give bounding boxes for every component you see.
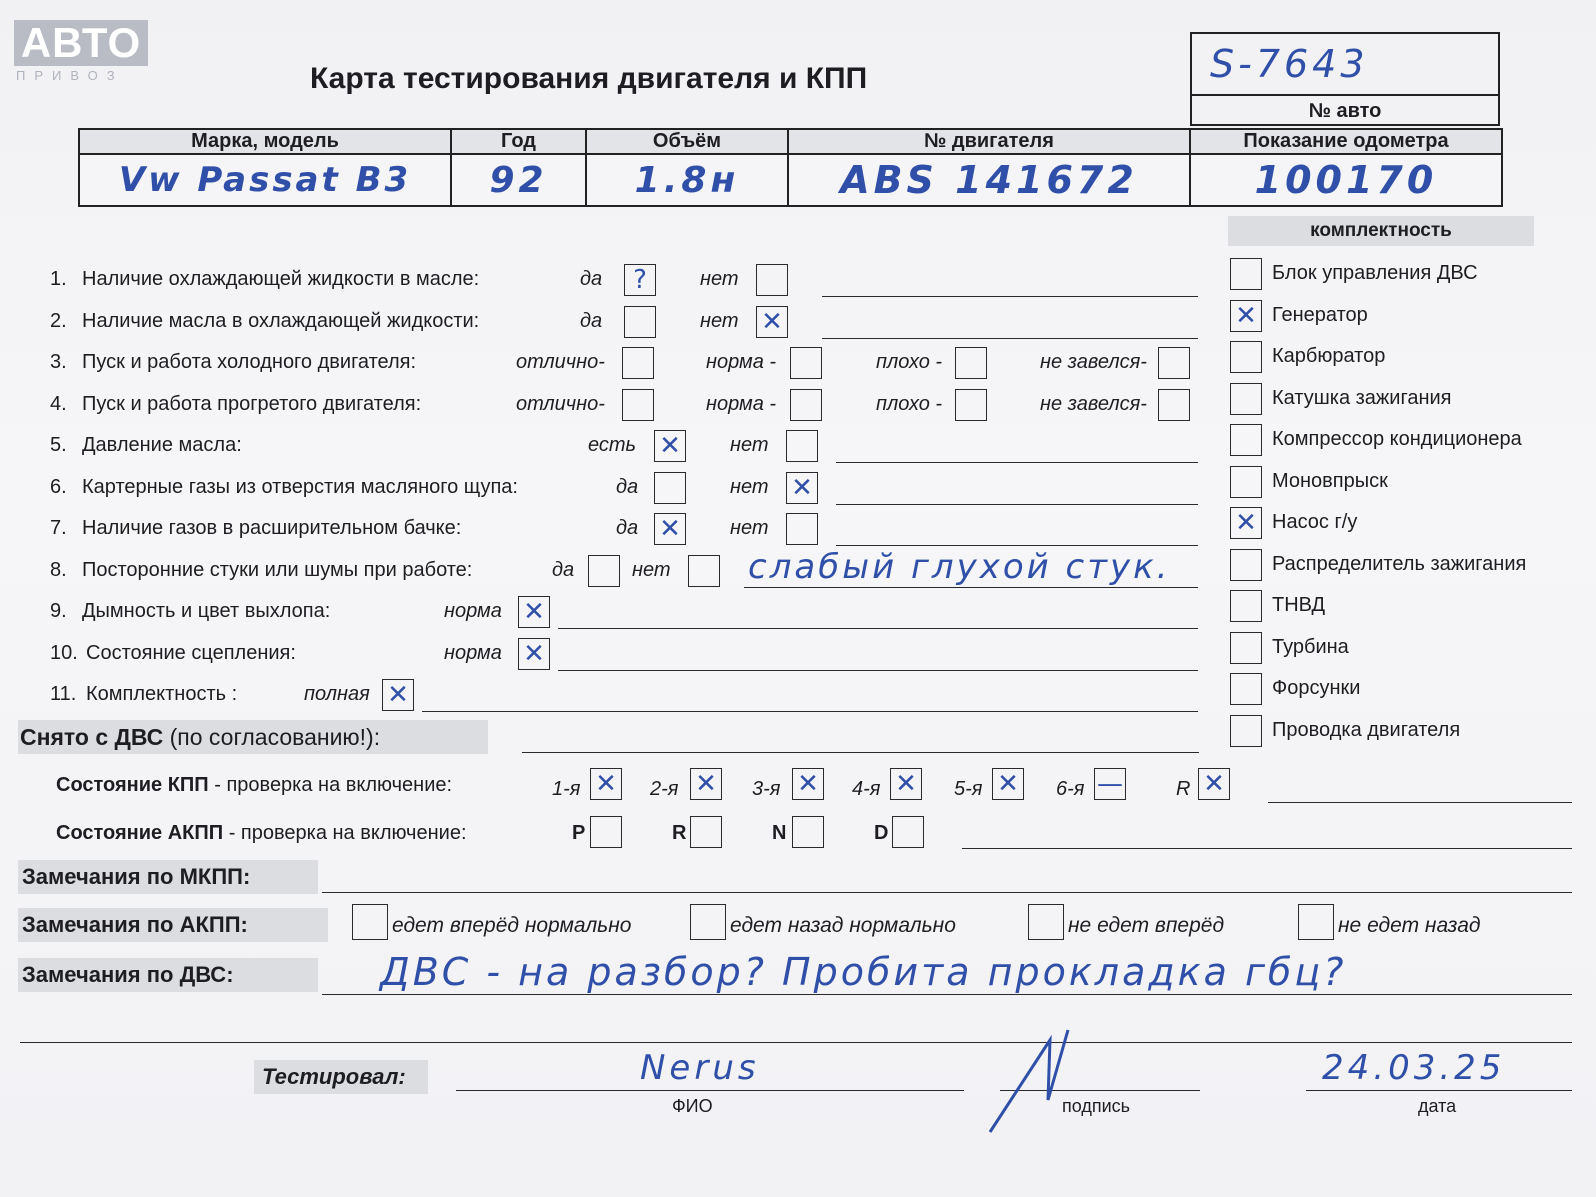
- engine-number-text: ABS 141672: [840, 158, 1138, 202]
- mkpp-line: [322, 892, 1572, 893]
- akpp-gear-checkbox-1[interactable]: [690, 816, 722, 848]
- row-3-option-2: плохо -: [876, 351, 943, 373]
- komplekt-label-7: Распределитель зажигания: [1272, 553, 1527, 575]
- komplekt-label-10: Форсунки: [1272, 677, 1361, 699]
- date-value: 24.03.25: [1322, 1048, 1506, 1088]
- row-2-option-0: да: [580, 310, 603, 332]
- akpp-gear-checkbox-0[interactable]: [590, 816, 622, 848]
- volume-text: 1.8н: [634, 159, 740, 201]
- komplekt-checkbox-6[interactable]: [1230, 507, 1262, 539]
- row-1-checkbox-0[interactable]: [624, 264, 656, 296]
- kpp-gear-checkbox-0[interactable]: [590, 768, 622, 800]
- removed-label-suffix: (по согласованию!):: [169, 724, 381, 750]
- col-header-model: Марка, модель: [79, 129, 451, 154]
- signature-scribble: [980, 1020, 1100, 1140]
- col-header-odometer: Показание одометра: [1190, 129, 1502, 154]
- kpp-gear-checkbox-6[interactable]: [1198, 768, 1230, 800]
- row-9-checkbox-0[interactable]: [518, 596, 550, 628]
- row-6-option-0: да: [616, 476, 639, 498]
- komplekt-label-0: Блок управления ДВС: [1272, 262, 1478, 284]
- row-7-checkbox-1[interactable]: [786, 513, 818, 545]
- kpp-label: [56, 774, 452, 797]
- row-8-number: 8.: [50, 559, 67, 581]
- komplekt-checkbox-0[interactable]: [1230, 258, 1262, 290]
- auto-number-box: [1190, 32, 1500, 126]
- row-7-line: [836, 545, 1198, 546]
- kpp-gear-label-3: 4-я: [852, 778, 881, 800]
- row-10-checkbox-0[interactable]: [518, 638, 550, 670]
- kpp-gear-label-1: 2-я: [650, 778, 679, 800]
- akpp-remark-option-3: не едет назад: [1338, 914, 1481, 937]
- row-4-option-1: норма -: [706, 393, 777, 415]
- row-6-option-1: нет: [730, 476, 769, 498]
- tester-name: Nerus: [640, 1048, 760, 1088]
- row-6-checkbox-1[interactable]: [786, 472, 818, 504]
- engine-number-value: [788, 154, 1190, 206]
- row-3-number: 3.: [50, 351, 67, 373]
- akpp-label-suffix: - проверка на включение:: [223, 822, 467, 844]
- year-value: [451, 154, 586, 206]
- row-5-checkbox-1[interactable]: [786, 430, 818, 462]
- row-8-option-0: да: [552, 559, 575, 581]
- page-title: Карта тестирования двигателя и КПП: [310, 62, 868, 95]
- row-3-checkbox-3[interactable]: [1158, 347, 1190, 379]
- row-9-checkbox-0-mark: ✕: [523, 597, 545, 627]
- row-8-checkbox-0[interactable]: [588, 555, 620, 587]
- row-2-checkbox-1-mark: ✕: [761, 307, 783, 337]
- row-8-option-1: нет: [632, 559, 671, 581]
- row-6-label: Картерные газы из отверстия масляного щупа:: [82, 476, 518, 498]
- komplekt-label-2: Карбюратор: [1272, 345, 1386, 367]
- komplekt-checkbox-8[interactable]: [1230, 590, 1262, 622]
- row-3-option-3: не завелся-: [1040, 351, 1147, 373]
- row-11-label: Комплектность :: [86, 683, 238, 705]
- row-1-checkbox-1[interactable]: [756, 264, 788, 296]
- row-6-checkbox-1-mark: ✕: [791, 473, 813, 503]
- komplekt-label-6: Насос г/у: [1272, 511, 1358, 533]
- row-3-label: Пуск и работа холодного двигателя:: [82, 351, 417, 373]
- row-10-number: 10.: [50, 642, 78, 664]
- removed-label: [20, 724, 380, 751]
- date-line: [1306, 1090, 1572, 1091]
- logo: [14, 20, 148, 66]
- table-row: [79, 154, 1502, 206]
- row-4-checkbox-1[interactable]: [790, 389, 822, 421]
- kpp-gear-checkbox-2[interactable]: [792, 768, 824, 800]
- row-10-checkbox-0-mark: ✕: [523, 639, 545, 669]
- kpp-gear-checkbox-3-mark: ✕: [895, 769, 917, 799]
- komplekt-label-8: ТНВД: [1272, 594, 1326, 616]
- auto-number-label: № авто: [1308, 100, 1382, 122]
- tested-label: Тестировал:: [262, 1064, 406, 1089]
- akpp-remark-option-0: едет вперёд нормально: [392, 914, 632, 937]
- akpp-remarks-label: Замечания по АКПП:: [22, 912, 248, 937]
- akpp-gear-label-1: R: [672, 822, 687, 844]
- row-10-line: [558, 670, 1198, 671]
- row-9-option-0: норма: [444, 600, 502, 622]
- row-4-label: Пуск и работа прогретого двигателя:: [82, 393, 422, 415]
- akpp-line: [962, 848, 1572, 849]
- komplekt-checkbox-7[interactable]: [1230, 549, 1262, 581]
- fio-label: ФИО: [672, 1096, 713, 1116]
- row-5-line: [836, 462, 1198, 463]
- row-9-line: [558, 628, 1198, 629]
- row-2-checkbox-0[interactable]: [624, 306, 656, 338]
- date-label: дата: [1418, 1096, 1457, 1116]
- row-3-checkbox-0[interactable]: [622, 347, 654, 379]
- komplekt-label-3: Катушка зажигания: [1272, 387, 1452, 409]
- kpp-gear-checkbox-5-mark: —: [1097, 769, 1123, 799]
- row-4-option-3: не завелся-: [1040, 393, 1147, 415]
- komplekt-checkbox-5[interactable]: [1230, 466, 1262, 498]
- komplekt-label-9: Турбина: [1272, 636, 1349, 658]
- row-4-checkbox-3[interactable]: [1158, 389, 1190, 421]
- row-1-option-1: нет: [700, 268, 739, 290]
- row-8-note: слабый глухой стук.: [748, 547, 1171, 587]
- row-2-line: [822, 338, 1198, 339]
- akpp-label-bold: Состояние АКПП: [56, 822, 224, 844]
- dvs-remarks-note: ДВС - на разбор? Пробита прокладка гбц?: [380, 950, 1347, 994]
- auto-number-value: S-7643: [1210, 42, 1369, 86]
- row-1-label: Наличие охлаждающей жидкости в масле:: [82, 268, 480, 290]
- row-10-label: Состояние сцепления:: [86, 642, 296, 664]
- removed-line: [522, 752, 1199, 753]
- row-5-checkbox-0[interactable]: [654, 430, 686, 462]
- kpp-gear-label-6: R: [1176, 778, 1191, 800]
- row-7-option-0: да: [616, 517, 639, 539]
- kpp-gear-checkbox-1[interactable]: [690, 768, 722, 800]
- fio-line: [456, 1090, 964, 1091]
- row-1-option-0: да: [580, 268, 603, 290]
- akpp-gear-label-3: D: [874, 822, 889, 844]
- mkpp-label: Замечания по МКПП:: [22, 864, 251, 889]
- akpp-gear-checkbox-3[interactable]: [892, 816, 924, 848]
- kpp-gear-checkbox-4-mark: ✕: [997, 769, 1019, 799]
- row-2-checkbox-1[interactable]: [756, 306, 788, 338]
- table-header-row: [79, 129, 1502, 154]
- row-11-checkbox-0[interactable]: [382, 679, 414, 711]
- row-4-option-0: отлично-: [516, 393, 605, 415]
- kpp-gear-checkbox-2-mark: ✕: [797, 769, 819, 799]
- logo-text: АВТО: [20, 19, 142, 66]
- komplekt-checkbox-10[interactable]: [1230, 673, 1262, 705]
- komplekt-checkbox-3[interactable]: [1230, 383, 1262, 415]
- kpp-gear-label-0: 1-я: [552, 778, 581, 800]
- dvs-line-2: [20, 1042, 1572, 1043]
- row-8-line: [744, 587, 1198, 588]
- row-7-checkbox-0[interactable]: [654, 513, 686, 545]
- row-11-checkbox-0-mark: ✕: [387, 680, 409, 710]
- row-1-line: [822, 296, 1198, 297]
- akpp-remark-checkbox-3[interactable]: [1298, 904, 1334, 940]
- komplekt-label-1: Генератор: [1272, 304, 1368, 326]
- row-3-checkbox-2[interactable]: [955, 347, 987, 379]
- row-11-option-0: полная: [304, 683, 370, 705]
- dvs-remarks-label: Замечания по ДВС:: [22, 962, 234, 987]
- row-2-label: Наличие масла в охлаждающей жидкости:: [82, 310, 480, 332]
- kpp-gear-checkbox-5[interactable]: [1094, 768, 1126, 800]
- komplekt-checkbox-2[interactable]: [1230, 341, 1262, 373]
- komplekt-checkbox-6-mark: ✕: [1235, 508, 1257, 538]
- col-header-engine-number: № двигателя: [788, 129, 1190, 154]
- row-4-option-2: плохо -: [876, 393, 943, 415]
- komplekt-label-5: Моновпрыск: [1272, 470, 1388, 492]
- akpp-gear-checkbox-2[interactable]: [792, 816, 824, 848]
- row-9-label: Дымность и цвет выхлопа:: [82, 600, 331, 622]
- komplekt-checkbox-4[interactable]: [1230, 424, 1262, 456]
- row-4-checkbox-2[interactable]: [955, 389, 987, 421]
- kpp-gear-checkbox-4[interactable]: [992, 768, 1024, 800]
- komplekt-label-4: Компрессор кондиционера: [1272, 428, 1522, 450]
- col-header-volume: Объём: [586, 129, 788, 154]
- kpp-gear-label-5: 6-я: [1056, 778, 1085, 800]
- komplekt-checkbox-1-mark: ✕: [1235, 301, 1257, 331]
- akpp-remark-option-1: едет назад нормально: [730, 914, 956, 937]
- akpp-gear-label-2: N: [772, 822, 787, 844]
- komplekt-checkbox-1[interactable]: [1230, 300, 1262, 332]
- row-5-number: 5.: [50, 434, 67, 456]
- row-5-label: Давление масла:: [82, 434, 242, 456]
- akpp-gear-label-0: P: [572, 822, 586, 844]
- odometer-text: 100170: [1254, 158, 1438, 202]
- komplekt-checkbox-9[interactable]: [1230, 632, 1262, 664]
- dvs-line-1: [322, 994, 1572, 995]
- row-6-number: 6.: [50, 476, 67, 498]
- row-11-line: [422, 711, 1198, 712]
- row-3-checkbox-1[interactable]: [790, 347, 822, 379]
- row-10-option-0: норма: [444, 642, 502, 664]
- kpp-gear-checkbox-1-mark: ✕: [695, 769, 717, 799]
- row-7-checkbox-0-mark: ✕: [659, 514, 681, 544]
- row-7-number: 7.: [50, 517, 67, 539]
- akpp-remark-checkbox-1[interactable]: [690, 904, 726, 940]
- komplekt-checkbox-11[interactable]: [1230, 715, 1262, 747]
- komplekt-title: комплектность: [1310, 220, 1452, 241]
- row-2-number: 2.: [50, 310, 67, 332]
- kpp-label-bold: Состояние КПП: [56, 774, 209, 796]
- kpp-gear-checkbox-3[interactable]: [890, 768, 922, 800]
- akpp-remark-checkbox-2[interactable]: [1028, 904, 1064, 940]
- signature-label: подпись: [1062, 1096, 1131, 1116]
- row-6-line: [836, 504, 1198, 505]
- row-4-number: 4.: [50, 393, 67, 415]
- komplekt-label-11: Проводка двигателя: [1272, 719, 1461, 741]
- row-1-number: 1.: [50, 268, 67, 290]
- kpp-label-suffix: - проверка на включение:: [208, 774, 453, 796]
- model-text: Vw Passat B3: [118, 160, 412, 200]
- row-2-option-1: нет: [700, 310, 739, 332]
- kpp-line: [1268, 802, 1572, 803]
- row-11-number: 11.: [50, 683, 77, 705]
- vehicle-info-table: [78, 128, 1503, 207]
- model-value: [79, 154, 451, 206]
- row-3-option-0: отлично-: [516, 351, 605, 373]
- row-8-label: Посторонние стуки или шумы при работе:: [82, 559, 473, 581]
- akpp-remark-option-2: не едет вперёд: [1068, 914, 1225, 937]
- kpp-gear-label-4: 5-я: [954, 778, 983, 800]
- auto-number-divider: [1192, 94, 1498, 96]
- kpp-gear-checkbox-6-mark: ✕: [1203, 769, 1225, 799]
- row-7-option-1: нет: [730, 517, 769, 539]
- row-6-checkbox-0[interactable]: [654, 472, 686, 504]
- logo-subtitle: ПРИВОЗ: [16, 68, 124, 83]
- row-8-checkbox-1[interactable]: [688, 555, 720, 587]
- row-5-option-1: нет: [730, 434, 769, 456]
- odometer-value: [1190, 154, 1502, 206]
- row-9-number: 9.: [50, 600, 67, 622]
- row-4-checkbox-0[interactable]: [622, 389, 654, 421]
- kpp-gear-checkbox-0-mark: ✕: [595, 769, 617, 799]
- row-3-option-1: норма -: [706, 351, 777, 373]
- removed-label-bold: Снято с ДВС: [20, 724, 164, 750]
- row-5-option-0: есть: [588, 434, 637, 456]
- year-text: 92: [489, 159, 548, 201]
- col-header-year: Год: [451, 129, 586, 154]
- akpp-label: [56, 822, 467, 845]
- kpp-gear-label-2: 3-я: [752, 778, 781, 800]
- volume-value: [586, 154, 788, 206]
- akpp-remark-checkbox-0[interactable]: [352, 904, 388, 940]
- row-7-label: Наличие газов в расширительном бачке:: [82, 517, 462, 539]
- row-1-checkbox-0-mark: ?: [633, 265, 647, 295]
- row-5-checkbox-0-mark: ✕: [659, 431, 681, 461]
